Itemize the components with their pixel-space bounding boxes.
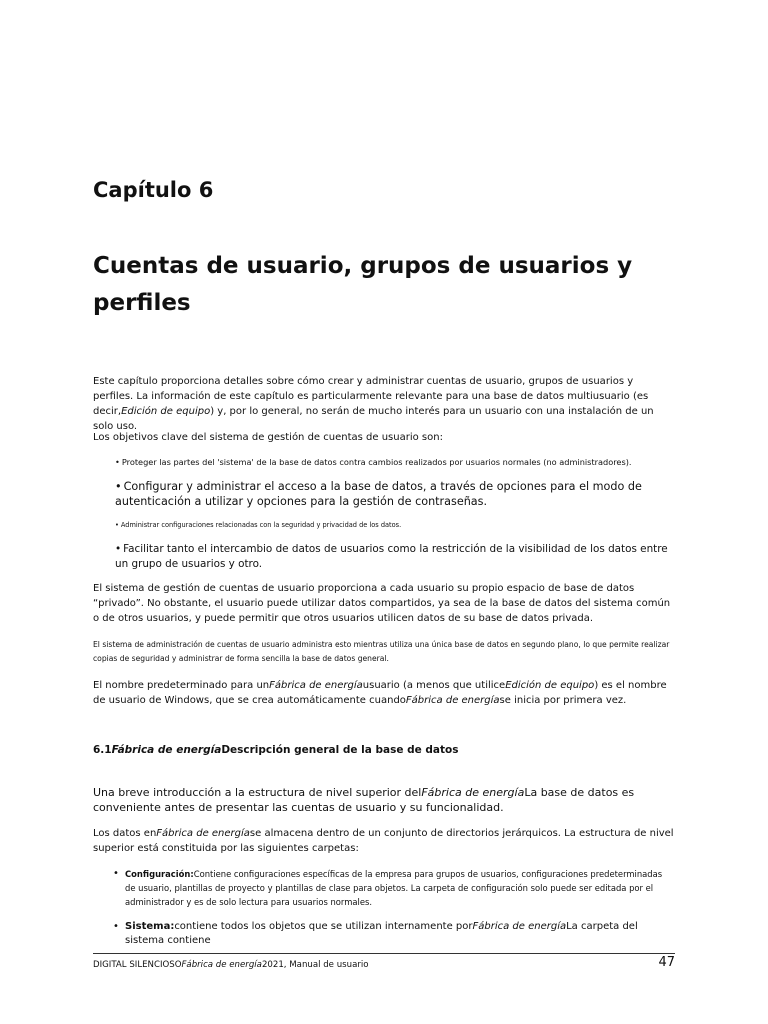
chapter-heading: Capítulo 6: [93, 178, 214, 202]
objectives-intro: Los objetivos clave del sistema de gestión de cuentas de usuario son:: [93, 432, 443, 443]
section-heading: 6.1Fábrica de energíaDescripción general de la base de datos: [93, 744, 459, 756]
private-space-paragraph: El sistema de gestión de cuentas de usuario proporciona a cada usuario su propio espacio de base de datos “privado”. No obstante, el usuario puede utilizar datos compartidos, ya sea de la base de datos del sistema común o de otros usuarios, y puede permitir que otros usuarios utilicen datos de su base de datos privada.: [93, 583, 671, 624]
chapter-title: Cuentas de usuario, grupos de usuarios y perfiles: [93, 253, 633, 316]
list-item-system: • Sistema:contiene todos los objetos que se utilizan internamente porFábrica de energíaLa carpeta del sistema contiene: [113, 921, 638, 946]
folders-paragraph: Los datos enFábrica de energíase almacena dentro de un conjunto de directorios jerárquicos. La estructura de nivel superior está constituida por las siguientes carpetas:: [93, 828, 674, 854]
footer-divider: [93, 953, 675, 954]
document-page: [93, 0, 675, 1024]
list-item: • Facilitar tanto el intercambio de datos de usuarios como la restricción de la visibilidad de los datos entre un grupo de usuarios y otro.: [115, 543, 668, 570]
intro-paragraph: Este capítulo proporciona detalles sobre cómo crear y administrar cuentas de usuario, grupos de usuarios y perfiles. La información de este capítulo es particularmente relevante para una base de datos multiusuario (es decir,Edición de equipo) y, por lo general, no serán de mucho interés para un usuario con una instalación de un solo uso.: [93, 376, 654, 432]
default-name-paragraph: El nombre predeterminado para unFábrica de energíausuario (a menos que utiliceEdición de equipo) es el nombre de usuario de Windows, que se crea automáticamente cuandoFábrica de energíase inicia por primera vez.: [93, 680, 667, 706]
footer-text: DIGITAL SILENCIOSOFábrica de energía2021, Manual de usuario: [93, 960, 369, 970]
page-number: 47: [658, 955, 675, 970]
database-intro-paragraph: Una breve introducción a la estructura de nivel superior delFábrica de energíaLa base de datos es conveniente antes de presentar las cuentas de usuario y su funcionalidad.: [93, 786, 635, 814]
list-item: • Configurar y administrar el acceso a la base de datos, a través de opciones para el modo de autenticación a utilizar y opciones para la gestión de contraseñas.: [115, 480, 642, 508]
list-item: • Administrar configuraciones relacionadas con la seguridad y privacidad de los datos.: [115, 521, 402, 529]
list-item: • Proteger las partes del 'sistema' de la base de datos contra cambios realizados por usuarios normales (no administradores).: [115, 457, 632, 467]
emphasis-text: Edición de equipo: [121, 406, 211, 417]
single-database-paragraph: El sistema de administración de cuentas de usuario administra esto mientras utiliza una única base de datos en segundo plano, lo que permite realizar copias de seguridad y administrar de forma sencilla la base de datos general.: [93, 640, 670, 663]
list-item-configuration: • Configuración:Contiene configuraciones específicas de la empresa para grupos de usuarios, configuraciones predeterminadas de usuario, plantillas de proyecto y plantillas de clase para objetos. La carpeta de configuración solo puede ser editada por el administrador y es de solo lectura para usuarios normales.: [113, 868, 663, 907]
